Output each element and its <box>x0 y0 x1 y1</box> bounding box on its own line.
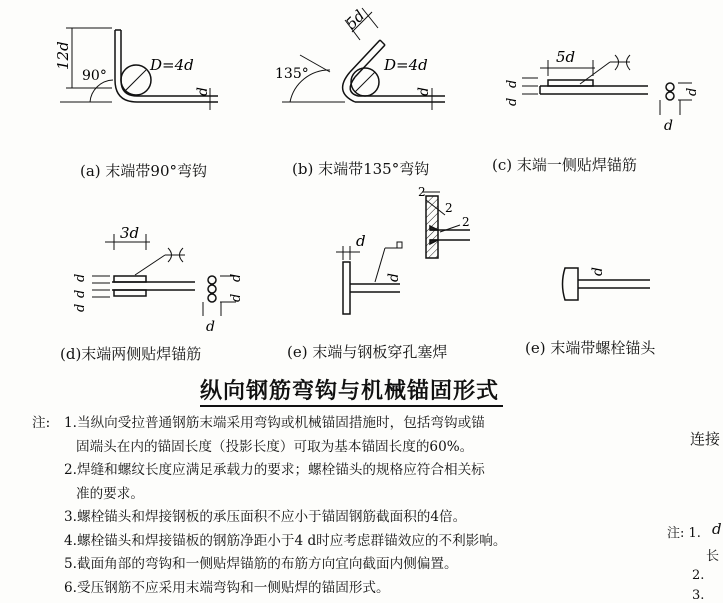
note-6: 6.受压钢筋不应采用末端弯钩和一侧贴焊的锚固形式。 <box>64 579 390 596</box>
figure-d-length-label: 3d <box>120 224 140 242</box>
figure-d-bottom-dim: d <box>206 319 215 335</box>
figure-e2-bar-label: d <box>590 267 606 276</box>
note-1-cont: 固端头在内的锚固长度（投影长度）可取为基本锚固长度的60%。 <box>76 438 474 455</box>
figure-e1-bar-label: d <box>386 273 402 282</box>
title-underline <box>200 405 503 407</box>
figure-c-bottom-dim: d <box>664 118 673 134</box>
note-4: 4.螺栓锚头和焊接锚板的钢筋净距小于4 d时应考虑群锚效应的不利影响。 <box>64 532 507 549</box>
figure-b-diameter-label: D=4d <box>384 56 428 74</box>
figure-d-caption: (d)末端两侧贴焊锚筋 <box>60 345 202 363</box>
figure-d-right-dim2: d <box>229 293 244 302</box>
edge-note-prefix: 注: 1. <box>667 526 701 541</box>
figure-c-length-label: 5d <box>556 48 576 66</box>
note-1: 1.当纵向受拉普通钢筋末端采用弯钩或机械锚固措施时，包括弯钩或锚 <box>64 415 485 431</box>
figure-e2-drawing <box>563 268 651 300</box>
figure-e1-weld-top: 2 <box>418 185 426 199</box>
figure-b-angle-label: 135° <box>275 66 309 82</box>
figure-a-length-label: 12d <box>54 41 72 70</box>
notes-prefix: 注: <box>32 415 51 431</box>
note-2-cont: 准的要求。 <box>76 485 144 502</box>
figure-d-drawing <box>92 234 236 316</box>
figure-b-length-label: 5d <box>342 6 369 33</box>
figure-d-right-dim: d <box>229 273 244 282</box>
note-5: 5.截面角部的弯钩和一侧贴焊锚筋的布筋方向宜向截面内侧偏置。 <box>64 556 458 572</box>
note-2: 2.焊缝和螺纹长度应满足承载力的要求；螺栓锚头的规格应符合相关标 <box>64 462 485 478</box>
edge-note-3: 2. <box>692 568 705 583</box>
figure-e2-caption: (e) 末端带螺栓锚头 <box>525 339 656 357</box>
edge-note-1: d <box>712 520 722 538</box>
figure-a-angle-label: 90° <box>82 68 107 84</box>
edge-note-2: 长 <box>706 549 720 564</box>
page-title: 纵向钢筋弯钩与机械锚固形式 <box>200 379 500 404</box>
figure-c-left-dim: d <box>505 79 520 88</box>
edge-note-4: 3. <box>692 588 705 603</box>
figure-d-left-dim: d <box>73 273 88 282</box>
figure-d-left-dim2: d <box>73 289 88 298</box>
figure-c-left-dim2: d <box>505 97 520 106</box>
figure-a-bar-label: d <box>195 87 211 96</box>
edge-text-top: 连接 <box>690 430 721 448</box>
figure-e1-weld-right: 2 <box>462 215 470 229</box>
figure-e1-top-dim: d <box>356 232 366 250</box>
figure-c-caption: (c) 末端一侧贴焊锚筋 <box>492 156 637 174</box>
figure-a-diameter-label: D=4d <box>150 56 194 74</box>
figure-d-left-dim3: d <box>73 303 88 312</box>
figure-a-caption: (a) 末端带90°弯钩 <box>80 162 208 180</box>
note-3: 3.螺栓锚头和焊接钢板的承压面积不应小于锚固钢筋截面积的4倍。 <box>64 509 467 525</box>
notes-list <box>64 412 506 600</box>
figure-c-right-dim: d <box>685 87 700 96</box>
figure-c-drawing <box>522 55 692 115</box>
figure-e1-caption: (e) 末端与钢板穿孔塞焊 <box>287 343 448 361</box>
figure-b-caption: (b) 末端带135°弯钩 <box>292 160 430 178</box>
figure-e1-weld-side: 2 <box>445 201 453 215</box>
figure-b-bar-label: d <box>416 87 432 96</box>
